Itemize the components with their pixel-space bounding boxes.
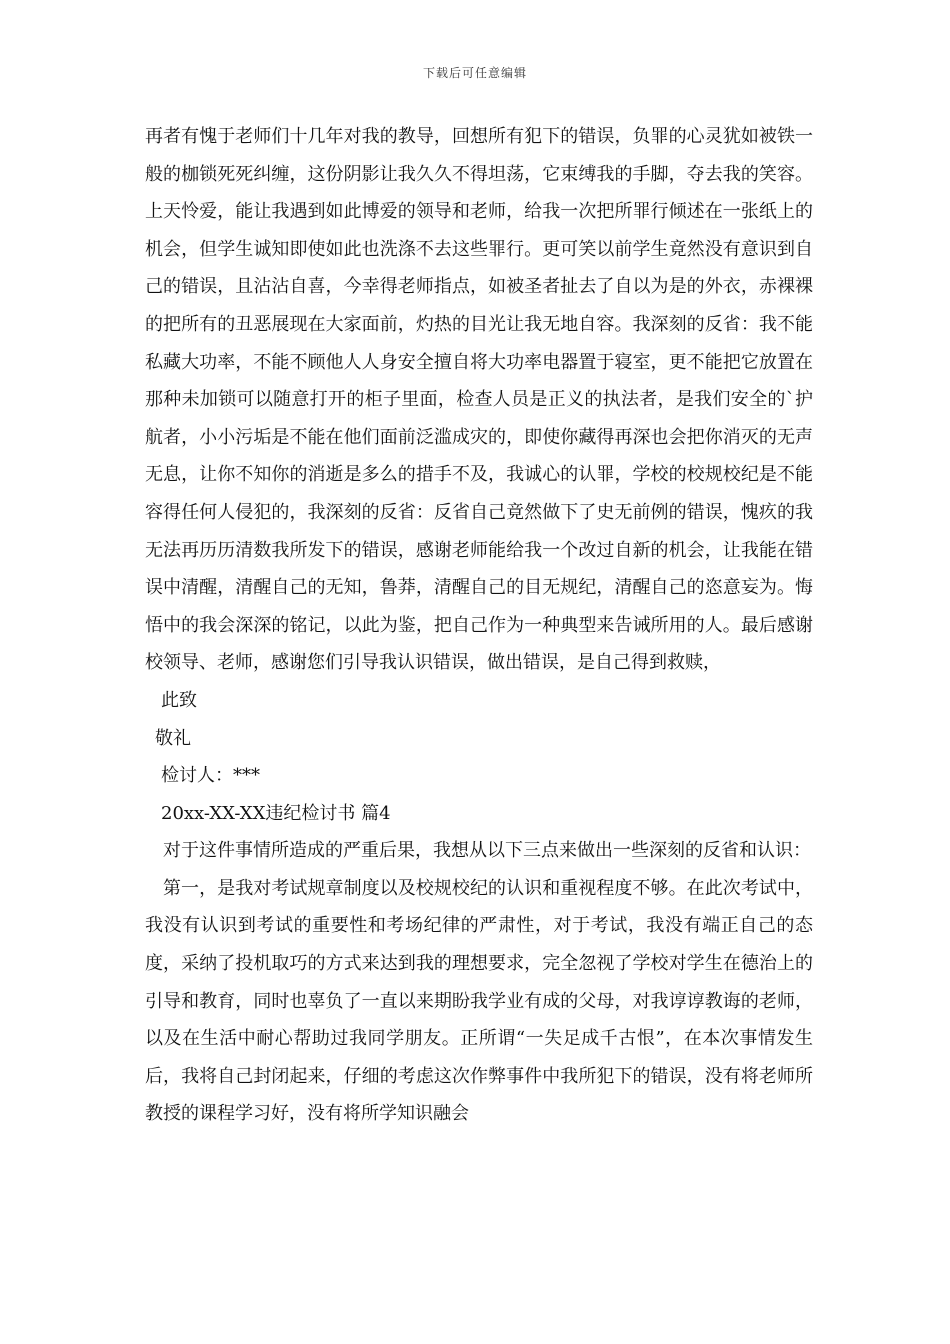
closing-respect: 敬礼 (155, 727, 191, 749)
section-title: 20xx-XX-XX违纪检讨书 篇4 (161, 802, 391, 824)
paragraph-2: 对于这件事情所造成的严重后果，我想从以下三点来做出一些深刻的反省和认识： (163, 840, 811, 862)
signature-line: 检讨人：*** (161, 765, 260, 787)
document-body (145, 118, 813, 1133)
paragraph-1: 再者有愧于老师们十几年对我的教导，回想所有犯下的错误，负罪的心灵犹如被铁一般的枷锁死死纠缠，这份阴影让我久久不得坦荡，它束缚我的手脚，夺去我的笑容。上天怜爱，能让我遇到如此博爱的领导和老师，给我一次把所罪行倾述在一张纸上的机会，但学生诚知即使如此也洗涤不去这些罪行。更可笑以前学生竟然没有意识到自己的错误，且沾沾自喜，今幸得老师指点，如被圣者扯去了自以为是的外衣，赤裸裸的把所有的丑恶展现在大家面前，灼热的目光让我无地自容。我深刻的反省：我不能私藏大功率，不能不顾他人人身安全擅自将大功率电器置于寝室，更不能把它放置在那种未加锁可以随意打开的柜子里面，检查人员是正义的执法者，是我们安全的`护航者，小小污垢是不能在他们面前泛滥成灾的，即使你藏得再深也会把你消灭的无声无息，让你不知你的消逝是多么的措手不及，我诚心的认罪，学校的校规校纪是不能容得任何人侵犯的，我深刻的反省：反省自己竟然做下了史无前例的错误，愧疚的我无法再历历清数我所发下的错误，感谢老师能给我一个改过自新的机会，让我能在错误中清醒，清醒自己的无知，鲁莽，清醒自己的目无规纪，清醒自己的恣意妄为。悔悟中的我会深深的铭记，以此为鉴，把自己作为一种典型来告诫所用的人。最后感谢校领导、老师，感谢您们引导我认识错误，做出错误，是自己得到救赎， (145, 126, 813, 674)
page-header: 下载后可任意编辑 (422, 66, 527, 80)
paragraph-3: 第一，是我对考试规章制度以及校规校纪的认识和重视程度不够。在此次考试中，我没有认识到考试的重要性和考场纪律的严肃性，对于考试，我没有端正自己的态度，采纳了投机取巧的方式来达到我的理想要求，完全忽视了学校对学生在德治上的引导和教育，同时也辜负了一直以来期盼我学业有成的父母，对我谆谆教诲的老师，以及在生活中耐心帮助过我同学朋友。正所谓“一失足成千古恨”，在本次事情发生后，我将自己封闭起来，仔细的考虑这次作弊事件中我所犯下的错误，没有将老师所教授的课程学习好，没有将所学知识融会 (145, 877, 813, 1125)
closing-salutation: 此致 (161, 689, 197, 711)
